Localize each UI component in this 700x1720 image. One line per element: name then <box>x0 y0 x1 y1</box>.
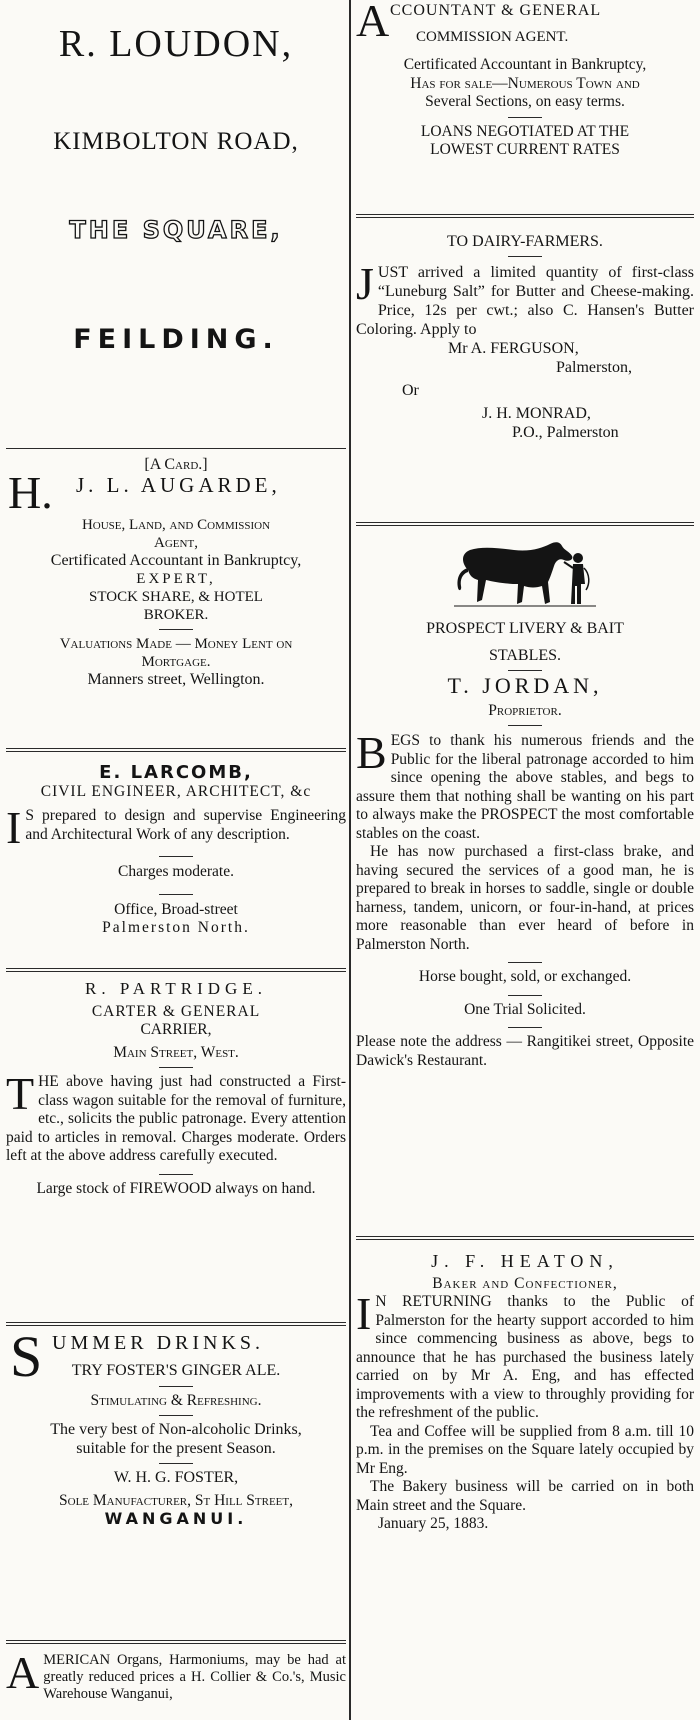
dash <box>508 725 542 726</box>
divider-rule <box>356 1236 694 1240</box>
foster-name: W. H. G. FOSTER, <box>113 1469 239 1486</box>
right-column <box>356 0 694 1720</box>
dash <box>159 894 193 895</box>
divider-rule <box>6 1640 346 1644</box>
foster-headline: UMMER DRINKS. <box>52 1332 265 1354</box>
foster-maker: Sole Manufacturer, St Hill Street, <box>59 1491 293 1509</box>
partridge-body: HE above having just had constructed a First-class wagon suitable for the removal of furniture, etc., solicits the public patronage. Every attention paid to articles in removal. Charges moderate. Orders left at the above address carefully executed. <box>6 1073 346 1164</box>
accountant-head2: COMMISSION AGENT. <box>416 29 569 45</box>
heaton-name: J. F. HEATON, <box>431 1251 619 1271</box>
horse-and-groom-icon <box>450 540 600 614</box>
accountant-line1: Certificated Accountant in Bankruptcy, <box>403 56 647 73</box>
left-column <box>6 0 346 1720</box>
accountant-line3: Several Sections, on easy terms. <box>425 93 625 110</box>
foster-tagline: Stimulating & Refreshing. <box>90 1391 262 1409</box>
accountant-ad <box>356 0 694 160</box>
larcomb-ad <box>6 764 346 938</box>
column-divider <box>349 0 351 1720</box>
livery-heading2: STABLES. <box>488 646 562 664</box>
foster-drop-initial: S <box>10 1324 43 1389</box>
dash <box>508 256 542 257</box>
loudon-name: R. LOUDON, <box>58 23 294 65</box>
dash <box>159 629 193 630</box>
heaton-drop-initial: I <box>356 1288 372 1339</box>
dash <box>508 962 542 963</box>
divider-rule <box>6 968 346 972</box>
livery-horse: Horse bought, sold, or exchanged. <box>418 968 632 985</box>
partridge-name: R. PARTRIDGE. <box>85 979 267 998</box>
heaton-ad <box>356 1252 694 1534</box>
dash <box>508 670 542 671</box>
augarde-name: J. L. AUGARDE, <box>76 473 281 497</box>
livery-drop-initial: B <box>356 727 387 778</box>
livery-body2: He has now purchased a first-class brake, and having secured the services of a good man, he is prepared to break in horses to saddle, single or double harness, tandem, unicorn, or four-in-hand, at prices more reasonable than ever heard of before in Palmerston North. <box>356 843 694 953</box>
divider-rule <box>356 522 694 526</box>
livery-role: Proprietor. <box>488 701 562 719</box>
dash <box>159 1174 193 1175</box>
livery-ad <box>356 540 694 1070</box>
foster-town: WANGANUI. <box>104 1509 248 1528</box>
livery-body1: EGS to thank his numerous friends and the Public for the liberal patronage accorded to him since opening the above stables, and begs to assure them that nothing shall be wanting on his part to always make the PROSPECT the most comfortable stables on the coast. <box>356 732 694 842</box>
augarde-val2: Mortgage. <box>141 654 211 670</box>
dash <box>508 995 542 996</box>
partridge-title1: CARTER & GENERAL <box>91 1002 261 1020</box>
dash <box>159 1386 193 1387</box>
dash <box>159 856 193 857</box>
organs-ad <box>6 1647 346 1703</box>
augarde-line5: STOCK SHARE, & HOTEL <box>89 589 263 605</box>
accountant-loans1: LOANS NEGOTIATED AT THE <box>420 122 630 140</box>
foster-ginger: TRY FOSTER'S GINGER ALE. <box>71 1362 281 1379</box>
partridge-ad <box>6 980 346 1198</box>
partridge-street: Main Street, West. <box>113 1043 239 1061</box>
augarde-ad <box>6 456 346 689</box>
larcomb-drop-initial: I <box>6 802 22 853</box>
loudon-town: FEILDING. <box>73 324 279 355</box>
larcomb-name: E. LARCOMB, <box>99 762 253 783</box>
larcomb-town: Palmerston North. <box>102 919 250 936</box>
partridge-title2: CARRIER, <box>140 1021 212 1038</box>
larcomb-body: S prepared to design and supervise Engineering and Architectural Work of any description. <box>25 807 346 843</box>
heaton-body1: N RETURNING thanks to the Public of Palmerston for the hearty support accorded to him since commencing business as above, begs to announce that he has purchased the business lately carried on by Mr A. Eng, and has effected improvements with a view to throughly providing for the refreshment of the public. <box>356 1293 694 1421</box>
larcomb-office: Office, Broad-street <box>114 900 238 918</box>
larcomb-charges: Charges moderate. <box>118 863 234 880</box>
heaton-date: January 25, 1883. <box>378 1515 489 1532</box>
heaton-body3: The Bakery business will be carried on in both Main street and the Square. <box>356 1478 694 1514</box>
augarde-line1: House, Land, and Commission <box>81 517 271 533</box>
dairy-heading: TO DAIRY-FARMERS. <box>447 233 603 250</box>
divider-rule <box>6 1322 346 1326</box>
foster-desc: The very best of Non-alcoholic Drinks, suitable for the present Season. <box>50 1421 302 1457</box>
dairy-agent1: Mr A. FERGUSON, <box>448 340 579 357</box>
augarde-val1: Valuations Made — Money Lent on <box>59 636 293 652</box>
augarde-initial: H. <box>8 467 53 518</box>
dash <box>159 1067 193 1068</box>
augarde-address: Manners street, Wellington. <box>87 671 265 688</box>
livery-address: Please note the address — Rangitikei street, Opposite Dawick's Restaurant. <box>356 1033 694 1069</box>
accountant-drop-initial: A <box>356 0 390 46</box>
divider-rule <box>6 448 346 449</box>
dairy-agent2-town: P.O., Palmerston <box>512 424 619 441</box>
dash <box>159 1415 193 1416</box>
dairy-or: Or <box>402 382 419 399</box>
augarde-card: [A Card.] <box>144 456 208 473</box>
augarde-line2: Agent, <box>154 535 198 551</box>
organs-body: MERICAN Organs, Harmoniums, may be had at greatly reduced prices a H. Collier & Co.'s, Music Warehouse Wanganui, <box>43 1652 346 1702</box>
dairy-drop-initial: J <box>356 258 374 309</box>
livery-trial: One Trial Solicited. <box>464 1000 586 1018</box>
dairy-agent1-town: Palmerston, <box>556 359 632 376</box>
larcomb-title: CIVIL ENGINEER, ARCHITECT, &c <box>40 782 312 800</box>
augarde-line3: Certificated Accountant in Bankruptcy, <box>50 552 302 569</box>
dash <box>159 1463 193 1464</box>
augarde-line6: BROKER. <box>143 607 209 623</box>
dairy-agent2: J. H. MONRAD, <box>482 405 591 422</box>
organs-drop-initial: A <box>6 1647 40 1698</box>
dash <box>508 117 542 118</box>
accountant-head1: CCOUNTANT & GENERAL <box>390 2 602 19</box>
foster-ad <box>6 1324 346 1529</box>
heaton-role: Baker and Confectioner, <box>432 1274 618 1292</box>
divider-rule <box>6 748 346 752</box>
dairy-body: UST arrived a limited quantity of first-class “Luneburg Salt” for Butter and Cheese-making. Price, 12s per cwt.; also C. Hansen's Butter Coloring. Apply to <box>356 264 694 338</box>
livery-heading1: PROSPECT LIVERY & BAIT <box>426 620 624 637</box>
accountant-loans2: LOWEST CURRENT RATES <box>430 141 620 158</box>
livery-name: T. JORDAN, <box>447 673 603 698</box>
partridge-drop-initial: T <box>6 1068 35 1119</box>
partridge-firewood: Large stock of FIREWOOD always on hand. <box>36 1179 316 1197</box>
loudon-ad <box>6 22 346 355</box>
dairy-ad <box>356 232 694 442</box>
loudon-square: THE SQUARE, <box>69 216 283 244</box>
augarde-line4: EXPERT, <box>136 571 216 587</box>
accountant-line2: Has for sale—Numerous Town and <box>410 74 640 92</box>
dash <box>508 1027 542 1028</box>
heaton-body2: Tea and Coffee will be supplied from 8 a.m. till 10 p.m. in the premises on the Square lately occupied by Mr Eng. <box>356 1422 694 1477</box>
loudon-road: KIMBOLTON ROAD, <box>53 128 299 155</box>
divider-rule <box>356 214 694 218</box>
